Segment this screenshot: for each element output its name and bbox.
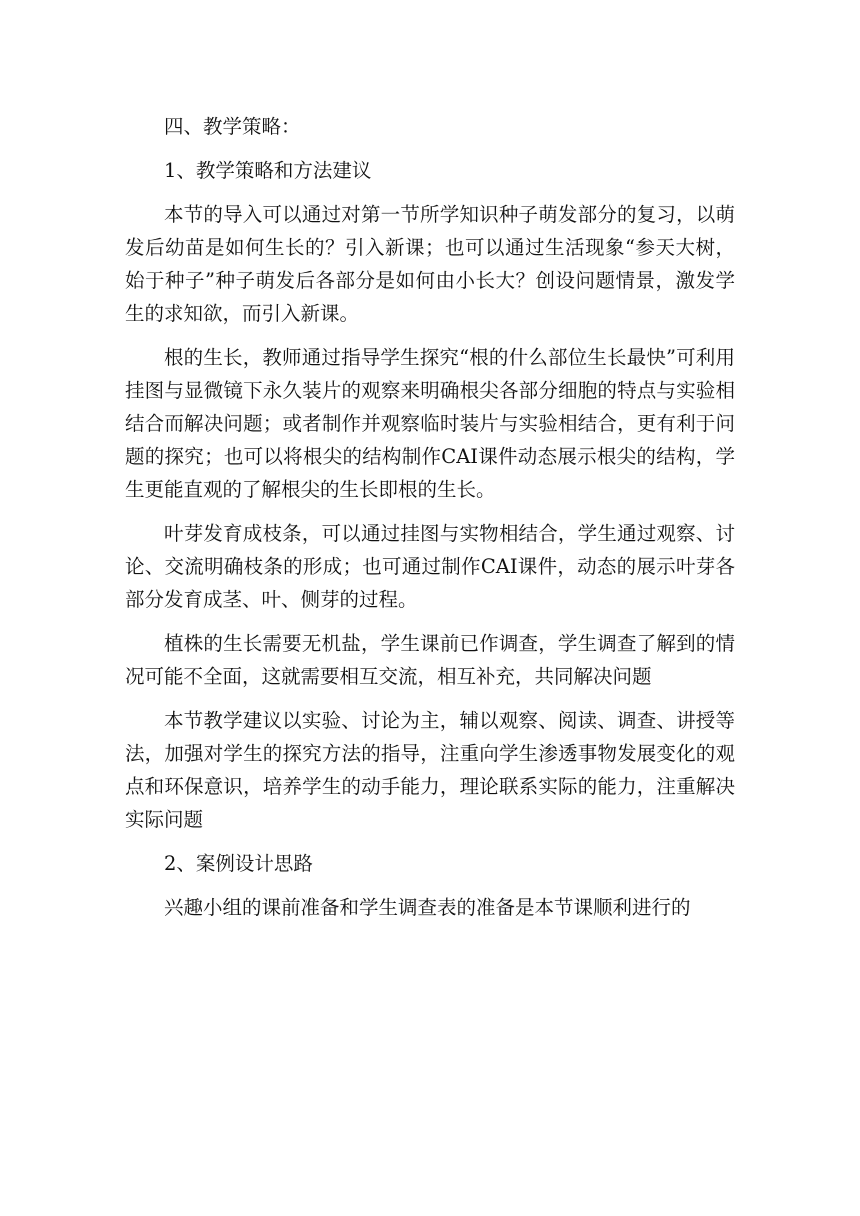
subsection-heading: 1、教学策略和方法建议 (164, 159, 372, 182)
subsection-heading-2: 2、案例设计思路 (164, 852, 313, 875)
paragraph-leaf-bud: 叶芽发育成枝条，可以通过挂图与实物相结合，学生通过观察、讨论、交流明确枝条的形成；也可通过制作CAI课件，动态的展示叶芽各部分发育成茎、叶、侧芽的过程。 (125, 522, 735, 611)
paragraph-root-growth: 根的生长，教师通过指导学生探究“根的什么部位生长最快”可利用挂图与显微镜下永久装片的观察来明确根尖各部分细胞的特点与实验相结合而解决问题；或者制作并观察临时装片与实验相结合，更有利于问题的探究；也可以将根尖的结构制作CAI课件动态展示根尖的结构，学生更能直观的了解根尖的生长即根的生长。 (125, 346, 735, 501)
paragraph-minerals: 植株的生长需要无机盐，学生课前已作调查，学生调查了解到的情况可能不全面，这就需要相互交流，相互补充，共同解决问题 (125, 632, 735, 688)
section-heading: 四、教学策略： (164, 115, 301, 138)
paragraph-intro: 本节的导入可以通过对第一节所学知识种子萌发部分的复习，以萌发后幼苗是如何生长的？引入新课；也可以通过生活现象“参天大树，始于种子”种子萌发后各部分是如何由小长大？创设问题情景，激发学生的求知欲，而引入新课。 (125, 203, 735, 325)
paragraph-case-design: 兴趣小组的课前准备和学生调查表的准备是本节课顺利进行的 (164, 896, 691, 919)
paragraph-teaching-advice: 本节教学建议以实验、讨论为主，辅以观察、阅读、调查、讲授等法，加强对学生的探究方法的指导，注重向学生渗透事物发展变化的观点和环保意识，培养学生的动手能力，理论联系实际的能力，注重解决实际问题 (125, 709, 735, 831)
document-body (125, 110, 735, 935)
